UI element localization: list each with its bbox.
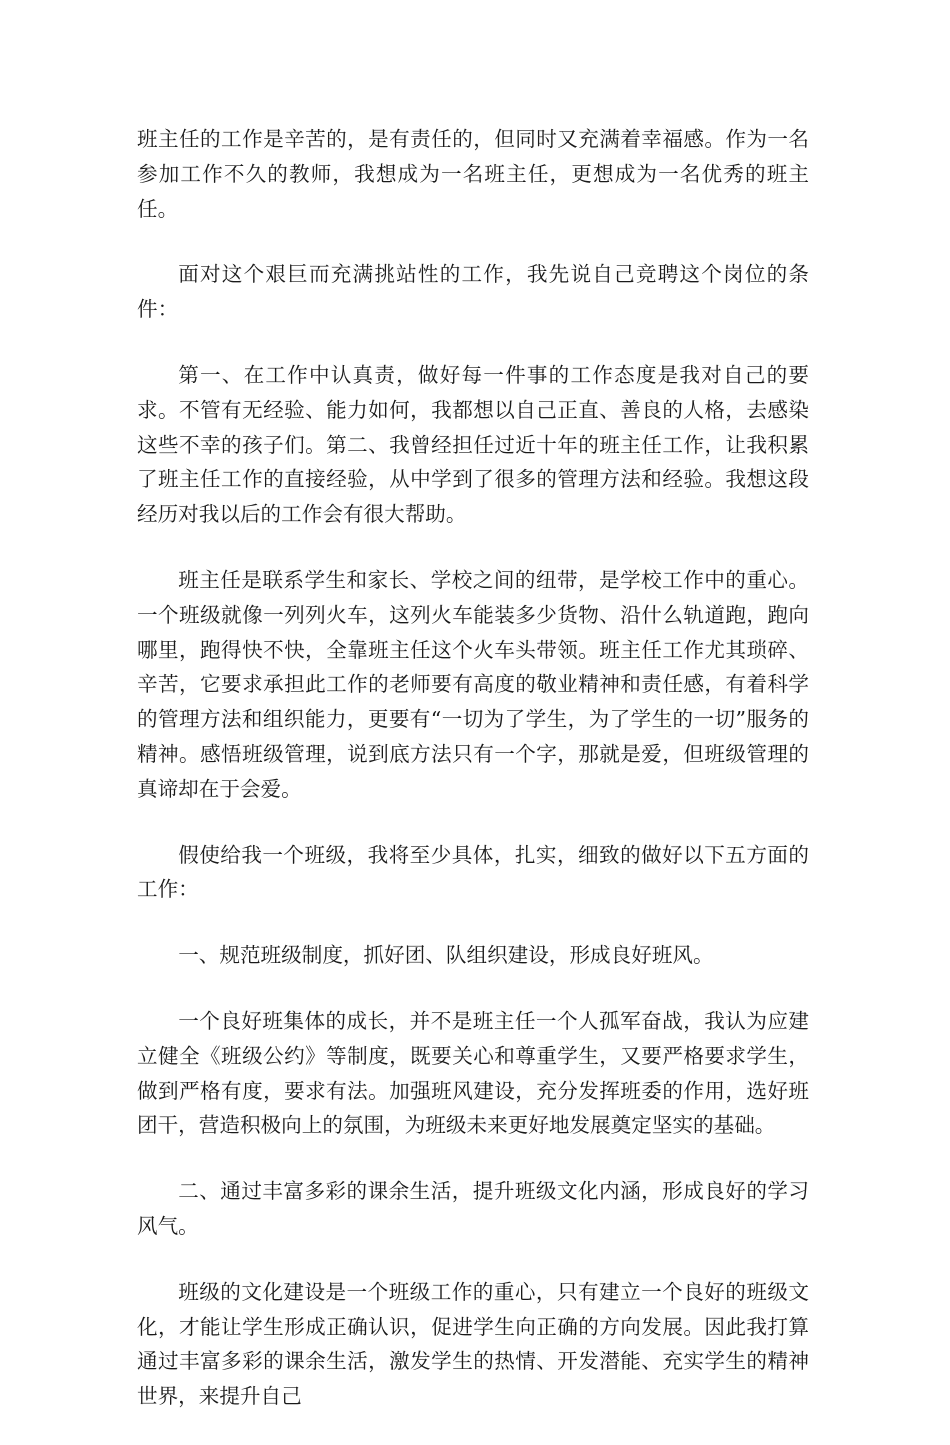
paragraph-conditions-heading: 面对这个艰巨而充满挑站性的工作，我先说自己竞聘这个岗位的条件：: [137, 262, 809, 322]
paragraph-point-one-body: 一个良好班集体的成长，并不是班主任一个人孤军奋战，我认为应建立健全《班级公约》等制度，既要关心和尊重学生，又要严格要求学生，做到严格有度，要求有法。加强班风建设，充分发挥班委的作用，选好班团干，营造积极向上的氛围，为班级未来更好地发展奠定坚实的基础。: [137, 1008, 809, 1138]
paragraph-conditions: 第一、在工作中认真责，做好每一件事的工作态度是我对自己的要求。不管有无经验、能力如何，我都想以自己正直、善良的人格，去感染这些不幸的孩子们。第二、我曾经担任过近十年的班主任工作，让我积累了班主任工作的直接经验，从中学到了很多的管理方法和经验。我想这段经历对我以后的工作会有很大帮助。: [137, 362, 809, 527]
document-body: [137, 122, 809, 1445]
paragraph-intro: 班主任的工作是辛苦的，是有责任的，但同时又充满着幸福感。作为一名参加工作不久的教师，我想成为一名班主任，更想成为一名优秀的班主任。: [137, 127, 809, 221]
paragraph-point-one-title: 一、规范班级制度，抓好团、队组织建设，形成良好班风。: [178, 943, 714, 968]
paragraph-point-two-title: 二、通过丰富多彩的课余生活，提升班级文化内涵，形成良好的学习风气。: [137, 1179, 809, 1238]
paragraph-point-two-body: 班级的文化建设是一个班级工作的重心，只有建立一个良好的班级文化，才能让学生形成正确认识，促进学生向正确的方向发展。因此我打算通过丰富多彩的课余生活，激发学生的热情、开发潜能、充实学生的精神世界，来提升自己: [137, 1279, 809, 1409]
paragraph-plan-heading: 假使给我一个班级，我将至少具体，扎实，细致的做好以下五方面的工作：: [137, 842, 809, 902]
paragraph-role: 班主任是联系学生和家长、学校之间的纽带，是学校工作中的重心。一个班级就像一列列火车，这列火车能装多少货物、沿什么轨道跑，跑向哪里，跑得快不快，全靠班主任这个火车头带领。班主任工作尤其琐碎、辛苦，它要求承担此工作的老师要有高度的敬业精神和责任感，有着科学的管理方法和组织能力，更要有“一切为了学生，为了学生的一切”服务的精神。感悟班级管理，说到底方法只有一个字，那就是爱，但班级管理的真谛却在于会爱。: [137, 567, 809, 801]
